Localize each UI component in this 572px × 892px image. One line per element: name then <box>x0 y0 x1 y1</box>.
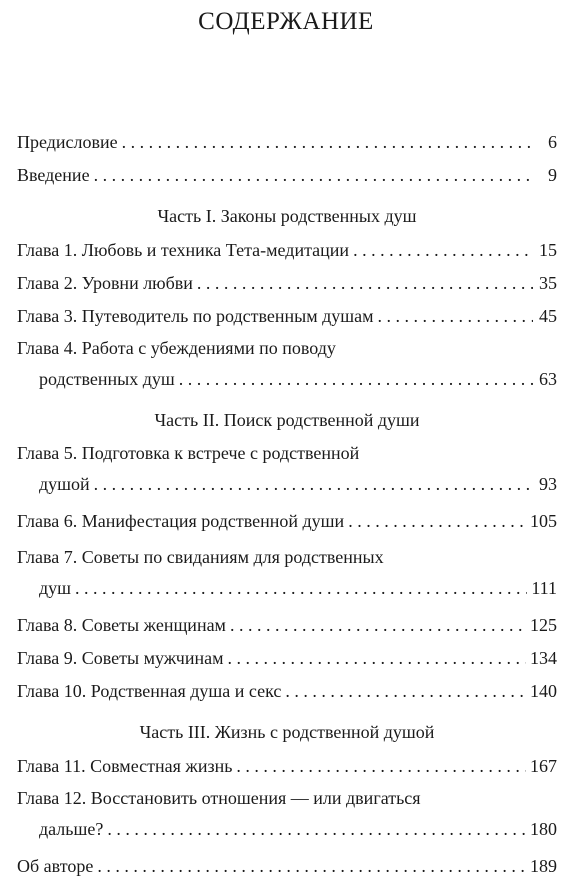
entry-label-line-1: Глава 12. Восстановить отношения — или двигаться <box>17 788 421 808</box>
entry-page: 140 <box>530 681 557 701</box>
entry-page: 9 <box>548 165 557 185</box>
toc-entry-introduction[interactable] <box>17 159 557 192</box>
entry-label-line-2: родственных душ <box>39 369 175 389</box>
entry-label: Глава 10. Родственная душа и секс <box>17 681 282 701</box>
entry-page: 105 <box>530 511 557 531</box>
entry-label: Глава 8. Советы женщинам <box>17 615 226 635</box>
dot-leader <box>348 505 526 538</box>
part-heading-2: Часть II. Поиск родственной души <box>154 410 420 430</box>
entry-page: 35 <box>539 273 557 293</box>
toc-entry-chapter-8[interactable] <box>17 609 557 642</box>
entry-page: 15 <box>539 240 557 260</box>
entry-label-line-1: Глава 4. Работа с убеждениями по поводу <box>17 338 336 358</box>
entry-label-line-2: душой <box>39 474 90 494</box>
toc-entry-chapter-12[interactable] <box>17 783 557 846</box>
dot-leader <box>353 234 533 267</box>
toc-entry-chapter-5[interactable] <box>17 438 557 501</box>
toc-entry-chapter-4[interactable] <box>17 333 557 396</box>
dot-leader <box>94 159 533 192</box>
entry-label: Введение <box>17 165 90 185</box>
entry-page: 63 <box>539 369 557 389</box>
entry-page: 134 <box>530 648 557 668</box>
part-heading-3: Часть III. Жизнь с родственной душой <box>139 722 435 742</box>
dot-leader <box>179 363 533 396</box>
dot-leader <box>377 300 533 333</box>
entry-label: Глава 3. Путеводитель по родственным душам <box>17 306 374 326</box>
dot-leader <box>75 572 527 605</box>
dot-leader <box>285 675 526 708</box>
dot-leader <box>236 750 526 783</box>
dot-leader <box>97 850 526 883</box>
entry-label: Об авторе <box>17 856 94 876</box>
entry-page: 125 <box>530 615 557 635</box>
entry-label: Глава 6. Манифестация родственной души <box>17 511 345 531</box>
toc-entry-chapter-9[interactable] <box>17 642 557 675</box>
dot-leader <box>94 468 533 501</box>
entry-label: Глава 9. Советы мужчинам <box>17 648 224 668</box>
dot-leader <box>122 126 533 159</box>
toc-entry-chapter-7[interactable] <box>17 542 557 605</box>
entry-page: 93 <box>539 474 557 494</box>
toc-entry-chapter-6[interactable] <box>17 505 557 538</box>
toc-entry-chapter-10[interactable] <box>17 675 557 708</box>
entry-label-line-2: душ <box>39 578 72 598</box>
dot-leader <box>197 267 533 300</box>
dot-leader <box>227 642 526 675</box>
table-of-contents <box>17 126 557 883</box>
entry-label-line-1: Глава 5. Подготовка к встрече с родственной <box>17 443 360 463</box>
dot-leader <box>107 813 526 846</box>
entry-page: 180 <box>530 819 557 839</box>
toc-entry-chapter-11[interactable] <box>17 750 557 783</box>
part-heading-1: Часть I. Законы родственных душ <box>157 206 417 226</box>
entry-label: Глава 11. Совместная жизнь <box>17 756 233 776</box>
toc-entry-chapter-2[interactable] <box>17 267 557 300</box>
entry-label-line-1: Глава 7. Советы по свиданиям для родственных <box>17 547 384 567</box>
page-title: СОДЕРЖАНИЕ <box>198 8 374 35</box>
toc-entry-chapter-1[interactable] <box>17 234 557 267</box>
entry-page: 167 <box>530 756 557 776</box>
entry-label: Глава 2. Уровни любви <box>17 273 193 293</box>
entry-page: 189 <box>530 856 557 876</box>
entry-label-line-2: дальше? <box>39 819 104 839</box>
toc-entry-about-author[interactable] <box>17 850 557 883</box>
entry-page: 111 <box>531 578 557 598</box>
dot-leader <box>230 609 526 642</box>
toc-entry-chapter-3[interactable] <box>17 300 557 333</box>
entry-page: 45 <box>539 306 557 326</box>
entry-label: Предисловие <box>17 132 118 152</box>
entry-label: Глава 1. Любовь и техника Тета-медитации <box>17 240 350 260</box>
toc-entry-preface[interactable] <box>17 126 557 159</box>
entry-page: 6 <box>548 132 557 152</box>
